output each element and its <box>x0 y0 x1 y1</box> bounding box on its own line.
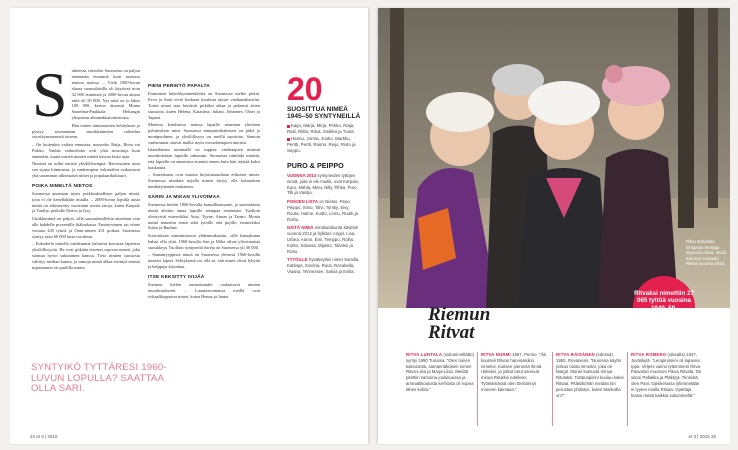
column-divider <box>627 352 628 426</box>
subheading: SARIN JA MIKAN YLIVOIMAA <box>148 194 220 200</box>
column-divider <box>552 352 553 426</box>
group-photo <box>378 8 730 308</box>
paragraph: Uniikkinimiä on paljon, sillä suomalaisillekin annetaan vain alle kahdelle prosentille ikäluokasta. Emma-nimen sai viime vuonna 445 tyttöä ja Onni-nimen 431 poikaa. Suomessa syntyy noin 60 000 lasta vuodessa. <box>32 215 140 239</box>
sidebar-heading: PURO & PEIPPO <box>287 160 344 170</box>
profile-ritva-luhtala: RITVA LUHTALA (sukunimeltään) syntyi 1950 Turussa. "Olen toinen kaksosista, samannäköisen nimen Ritva-Liisa ja Marja-Liisa. Meidät pitettiin samoina joulukuussa ja ammattikoulusta kerhosta oli nopea lähes kohta." <box>406 352 474 392</box>
article-column-2 <box>148 84 260 301</box>
paragraph: Suomen kielen ominaisuudet vaikuttavat nimien muodostukseen. – Luonteenomaisia meillä ovat vokaaliloppuiset nimet, kuten Henna ja Janna. <box>148 281 260 299</box>
article-column-1 <box>32 59 140 272</box>
paragraph: Monissa katolisissa maissa lapsille annetaan yhteinen pyhimyksen nimi. Suomessa nimipäiväkalenteri on pitkä ja monipuolinen, ja yksilöllisyys on meillä suosittua. Samoin vanhemmat ottavat mallia myös esivanhempien nimistä. <box>148 121 260 145</box>
paragraph: Nimistä on tullut entistä yksilöllisempiä. Harvinainen nimi sen sijaan kiinnostaa, ja vanhempien valintoihin vaikuttavat yhä useammin ulkomaiset nimet ja populaarikulttuuri. <box>32 161 140 178</box>
paragraph: Suomessa herätti 1800-luvulla kansallisuusaate, ja suomalaisia nimiä alettiin antaa lapsille aiempaa enemmän. Tuolloin yleistyivät esimerkiksi Aino, Tyyne, Armas ja Tarmo. Monia nimiä annettiin ensin sekä tytöille että pojille, esimerkiksi Suloa ja Rauhaa. <box>148 201 260 231</box>
list-item: Hannu, Jorma, Jouko, Markku, Pentti, Pertti, Raimo, Reijo, Risto ja Seppo. <box>287 136 356 154</box>
sidebar-block: POIKIEN LISTA on Nietos, Pepo, Peippo, Simo, Talvi, Tyrsky, Sivy, Routa, Halme, Kuitto, Lemu, Ruutti ja Roihu. <box>287 199 358 222</box>
paragraph: – On kuitenkin vaikea ennustaa, nouseeko Raija, Ritva vai Pirkko. Vanhat vaihtoehdot ovat yhtä suosittuja kuin ennenkin, mutta uusien nimien määrä kasvaa koko ajan. <box>32 141 140 159</box>
pull-quote: SYNTYIKÖ TYTTÄRESI 1960-LUVUN LOPULLA? SAATTAA OLLA SARI. <box>31 362 167 395</box>
photo-caption: Ritva tarkoittaa lehtipuun herttaja riippuvia oksia. Ilmari Kiannon romaani Ritvas vuonna 1918. <box>686 239 727 267</box>
bullet-square-icon <box>287 138 290 141</box>
paragraph: – Amerikassa ovat muotia kirjoitusasultaan erikoiset nimet. Suomessa nimilain nojalla nimen täytyy olla kotimaisen nimikäytännön mukainen. <box>148 172 260 189</box>
column-divider <box>477 352 478 426</box>
paragraph: Islantilainen nimimalli on suppea: vanhempien nimistä muodostetaan lapselle sukunimi. Suomessa nimilaki määrää, että lapselle on annettava etunimi ennen kuin hän täyttää kaksi kuukautta. <box>148 147 260 170</box>
profile-ritva-romero: RITVA ROMERO (oikealla) 1947, Jyväskylä. "Lempinimeni oli lapsena Ippa. Veljeni vaimo tyttönimeni Ritva Paavolan muotoon Paiva Ritvala. Tai sanoi Pallakka ja Pläkkyä. Tennistä olen Pani. Opiskelussa lyhennetään ei tyyten muilla Ritvaa. Opettaja kutsui meitä kaikkia sukunimellä." <box>631 352 701 398</box>
paragraph: Etunimien käyttökymmeniköitä on Suomessa melko pitkiä. Eeva ja Antti eivät koskaan kuulosta täysin vanhanaikaisilta. Toiset nimet taas häviävät pitkäksi aikaa ja palaavat sitten suosioon, kuten Helena, Katariina, Juhani, Johannes, Olavi ja Tapani. <box>148 90 260 120</box>
sidebar-block: NÄITÄ NIMIÄ nimilautakunta käsitteli vuonna 2012 ja hylkäsi: Angel, Lisa, Urbea, Aaron, Emi, Temppu, Roihu, Koitto, Salossa, Mijaino, Talvitso ja Roitu. <box>287 225 358 254</box>
paragraph: – Samantyyppisiä nimiä on Suomessa yleisesti 1960-luvulla nimetyt lapset. Selityksenä voi olla se, että nimet olivat lyhyitä ja helppoja kirjoittaa. <box>148 252 260 269</box>
list-item: Kaija, Marja, Mirja, Pirkko, Raija, Raili, Riitta, Ritva, Sinikka ja Tuula. <box>287 123 355 135</box>
sidebar-block: TYTÖILLE hyväksyttiin nimet Samilla, Kattinpe, Evelina, Ruuti, Rosabella, Viuana, Tennessee, Salvia ja Evilia. <box>287 257 360 274</box>
right-page <box>378 8 730 444</box>
sidebar-block: VUONNA 2013 syntyneiden tyttöjen nimiä, joita ei ole muilla, ovat Karpalo, Kuru, Mahla, Meiu, Nilly, Pihka, Puro, Tilli ja Vanilja. <box>287 172 360 196</box>
subheading: PIENI PERINTÖ PAPALTA <box>148 84 210 89</box>
women-photo-illustration <box>378 8 730 308</box>
paragraph: uhteessa väestöön Suomessa on paljon enemmän etunimiä kuin monissa muissa maissa. – Vielä 1980-luvun alussa suomalaisilla oli käytössä noin 32 000 etunimeä ja 2000-luvun alussa niitä oli 50 000. Nyt niitä on jo lähes 100 000, kertoo dosentti Minna Saarelma-Paukkala Helsingin yliopiston almanakkatoimistosta. <box>71 68 140 121</box>
drop-cap: S <box>32 59 68 130</box>
popular-names-list <box>287 123 361 154</box>
profiles-panel <box>404 304 704 444</box>
sidebar-title: SUOSITTUA NIMEÄ 1945–50 SYNTYNEILLÄ <box>287 106 361 121</box>
page-folio: et 3 | 2015 25 <box>688 434 716 439</box>
subheading: POIKA NIMELTÄ NIETOS <box>32 183 93 189</box>
subheading: ITSE KEKSITTY IVIJÄÄ <box>148 274 205 280</box>
sidebar-number: 20 <box>287 71 323 107</box>
paragraph: Suomessa annetaan myös poikkeuksellisen paljon nimiä, joita ei ole kenelläkään muulla. – 2000-luvun lopulla uusia nimiä on rekisteröity vuosittain useita satoja, kuten Karpalo ja Vanilja, poikalle Nietos ja Jyry. <box>32 190 140 214</box>
profile-ritva-nurmi: RITVA NURMI 1957, Pernio. "Äiti kuunteli Ritvan harvinaisiksi nimeksi. Kuitsen pieneniä ihmiä Ukkeksi, ja jotkut tutut sanovat minua Ritukksi edelleen. Työelämässä olen törmännyt moneen kaimaan." <box>481 352 547 392</box>
page-folio: 24 et 3 | 2015 <box>30 434 58 439</box>
profile-ritva-raisanen: RITVA RÄISÄNEN (edessä) 1950, Rovaniemi. "Nuorena käytin joskus toista nimeäni, joka on Margit. Monet kutsuvat minua Ritulaksi. Tuttavapiirini kuuluu kaksi Ritvaa. Pitäisiköhän meidän kin perustaa yhdistys, kuten Markoilla on?" <box>556 352 624 398</box>
left-page <box>10 8 368 444</box>
paragraph: Hän tuntee nimimuotien kehityksen ja pystyy seuraamaan suosikkinimien vaihtelua vuosikymmenestä toiseen. <box>32 122 140 140</box>
bullet-square-icon <box>287 125 290 128</box>
sidebar <box>287 71 361 278</box>
paragraph: Sota-aikana nimeämisessä yhdenmukaistui, sillä kansakunta halusi olla yhtä. 1960-luvulla Sari ja Mika olivat ylivoimaisia suosikkeja. Tuolloin syntyneitä Sareja on Suomessa yli 30 000. <box>148 232 260 250</box>
story-title: Riemun Ritvat <box>428 304 491 343</box>
stat-circle: Ritvaksi nimettiin 27 065 tyttöä vuosina <box>633 276 695 338</box>
paragraph: – Enkoderla nimellä vanhemmat haluavat korostaa lapsensa yksilöllisyyttä. He ovat pitkään etsineet sopivaa nimeä, joka sointuu hyvin sukunimen kanssa. Tieto nimien suosiosta välittyy median kautta, ja samoja nimiä alkaa esiintyä entistä nopeammin eri puolilla maata. <box>32 240 140 270</box>
